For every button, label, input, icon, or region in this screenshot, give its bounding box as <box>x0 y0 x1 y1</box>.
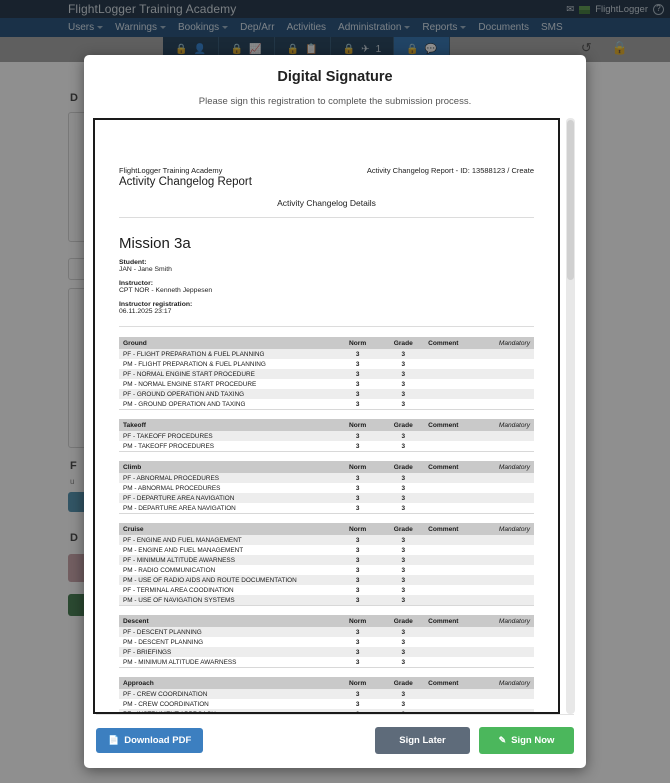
grading-section <box>119 615 534 668</box>
table-row <box>119 637 534 647</box>
row-mandatory <box>484 441 534 451</box>
row-grade: 3 <box>401 566 406 574</box>
row-norm: 3 <box>355 586 360 594</box>
row-item: PF - ENGINE AND FUEL MANAGEMENT <box>123 536 242 544</box>
row-comment <box>426 503 484 513</box>
row-mandatory <box>484 575 534 585</box>
row-mandatory <box>484 709 534 714</box>
field-value: 06.11.2025 23:17 <box>119 308 172 315</box>
table-row <box>119 595 534 605</box>
row-grade: 3 <box>401 370 406 378</box>
row-norm: 3 <box>355 350 360 358</box>
grading-table-header <box>119 677 534 689</box>
document-organization: FlightLogger Training Academy <box>119 166 223 175</box>
grading-table-header <box>119 523 534 535</box>
row-item: PF - BRIEFINGS <box>123 648 172 656</box>
row-norm: 3 <box>355 390 360 398</box>
row-comment <box>426 637 484 647</box>
row-grade: 3 <box>401 474 406 482</box>
row-item: PM - DESCENT PLANNING <box>123 638 204 646</box>
row-mandatory <box>484 369 534 379</box>
row-norm: 3 <box>355 658 360 666</box>
section-name: Descent <box>123 617 149 625</box>
sign-now-label: Sign Now <box>511 735 555 746</box>
row-norm: 3 <box>355 576 360 584</box>
table-row <box>119 493 534 503</box>
row-grade: 3 <box>401 628 406 636</box>
document-subheading: Activity Changelog Details <box>277 198 376 208</box>
table-row <box>119 359 534 369</box>
sign-later-button[interactable] <box>375 727 470 754</box>
row-item: PM - RADIO COMMUNICATION <box>123 566 216 574</box>
grading-table-header <box>119 615 534 627</box>
row-comment <box>426 565 484 575</box>
row-mandatory <box>484 595 534 605</box>
row-norm: 3 <box>355 546 360 554</box>
grading-table <box>119 523 534 605</box>
sign-now-button[interactable] <box>479 727 574 754</box>
table-row <box>119 627 534 637</box>
table-row <box>119 389 534 399</box>
row-comment <box>426 535 484 545</box>
grading-table <box>119 615 534 667</box>
grading-section <box>119 461 534 514</box>
row-item: PF - NORMAL ENGINE START PROCEDURE <box>123 370 255 378</box>
field-label: Instructor registration: <box>119 301 193 308</box>
row-grade: 3 <box>401 586 406 594</box>
row-grade: 3 <box>401 690 406 698</box>
row-mandatory <box>484 637 534 647</box>
table-row <box>119 585 534 595</box>
table-row <box>119 483 534 493</box>
field-student <box>119 259 534 273</box>
row-item: PM - NORMAL ENGINE START PROCEDURE <box>123 380 257 388</box>
row-norm: 3 <box>355 596 360 604</box>
grading-section <box>119 523 534 606</box>
table-row <box>119 399 534 409</box>
document-scrollbar[interactable] <box>566 118 575 714</box>
document-heading: Activity Changelog Report <box>119 176 252 188</box>
row-grade: 3 <box>401 556 406 564</box>
table-row <box>119 699 534 709</box>
row-grade: 3 <box>401 658 406 666</box>
row-mandatory <box>484 647 534 657</box>
column-header-norm: Norm <box>349 339 367 347</box>
row-item: PM - ENGINE AND FUEL MANAGEMENT <box>123 546 244 554</box>
column-header-norm: Norm <box>349 679 367 687</box>
table-row <box>119 369 534 379</box>
row-grade: 3 <box>401 536 406 544</box>
row-item: PF - CREW COORDINATION <box>123 690 208 698</box>
document-content <box>95 120 558 714</box>
table-row <box>119 565 534 575</box>
section-name: Cruise <box>123 525 144 533</box>
section-divider <box>119 667 534 668</box>
row-mandatory <box>484 565 534 575</box>
column-header-comment: Comment <box>428 617 459 625</box>
document-download-icon: 📄 <box>108 735 120 745</box>
row-item: PM - DEPARTURE AREA NAVIGATION <box>123 504 236 512</box>
row-item: PF - INSTRUMENT APPROACH <box>123 710 216 714</box>
section-divider <box>119 605 534 606</box>
column-header-comment: Comment <box>428 421 459 429</box>
row-mandatory <box>484 493 534 503</box>
row-comment <box>426 483 484 493</box>
row-grade: 3 <box>401 442 406 450</box>
row-mandatory <box>484 473 534 483</box>
row-item: PM - CREW COORDINATION <box>123 700 209 708</box>
column-header-grade: Grade <box>393 463 413 471</box>
column-header-norm: Norm <box>349 421 367 429</box>
row-grade: 3 <box>401 484 406 492</box>
field-label: Student: <box>119 259 147 266</box>
document-header <box>119 166 534 175</box>
column-header-grade: Grade <box>393 339 413 347</box>
row-norm: 3 <box>355 700 360 708</box>
row-comment <box>426 473 484 483</box>
row-mandatory <box>484 657 534 667</box>
row-norm: 3 <box>355 536 360 544</box>
row-norm: 3 <box>355 360 360 368</box>
mission-title: Mission 3a <box>119 235 191 252</box>
field-instructor-registration <box>119 301 534 315</box>
column-header-norm: Norm <box>349 525 367 533</box>
row-norm: 3 <box>355 484 360 492</box>
row-item: PM - GROUND OPERATION AND TAXING <box>123 400 246 408</box>
row-norm: 3 <box>355 370 360 378</box>
table-row <box>119 503 534 513</box>
section-divider <box>119 451 534 452</box>
row-mandatory <box>484 379 534 389</box>
row-norm: 3 <box>355 566 360 574</box>
row-mandatory <box>484 349 534 359</box>
table-row <box>119 545 534 555</box>
digital-signature-modal <box>84 55 586 768</box>
section-divider <box>119 409 534 410</box>
row-mandatory <box>484 431 534 441</box>
table-row <box>119 555 534 565</box>
row-grade: 3 <box>401 648 406 656</box>
table-row <box>119 575 534 585</box>
row-comment <box>426 585 484 595</box>
document-scrollbar-thumb[interactable] <box>567 120 574 280</box>
grading-sections <box>119 337 534 714</box>
row-norm: 3 <box>355 556 360 564</box>
column-header-mandatory: Mandatory <box>498 617 530 625</box>
row-grade: 3 <box>401 380 406 388</box>
row-comment <box>426 555 484 565</box>
row-norm: 3 <box>355 504 360 512</box>
field-value: CPT NOR - Kenneth Jeppesen <box>119 287 213 294</box>
row-item: PF - GROUND OPERATION AND TAXING <box>123 390 245 398</box>
section-name: Ground <box>123 339 147 347</box>
row-comment <box>426 493 484 503</box>
row-comment <box>426 399 484 409</box>
row-comment <box>426 709 484 714</box>
row-mandatory <box>484 699 534 709</box>
row-norm: 3 <box>355 474 360 482</box>
grading-section <box>119 419 534 452</box>
row-comment <box>426 657 484 667</box>
grading-table <box>119 337 534 409</box>
row-mandatory <box>484 555 534 565</box>
row-norm: 3 <box>355 494 360 502</box>
row-mandatory <box>484 389 534 399</box>
grading-table-header <box>119 419 534 431</box>
row-mandatory <box>484 503 534 513</box>
row-item: PF - FLIGHT PREPARATION & FUEL PLANNING <box>123 350 265 358</box>
modal-footer <box>96 714 574 768</box>
row-item: PF - TAKEOFF PROCEDURES <box>123 432 213 440</box>
row-norm: 3 <box>355 380 360 388</box>
row-norm: 3 <box>355 638 360 646</box>
row-norm: 3 <box>355 432 360 440</box>
row-mandatory <box>484 399 534 409</box>
grading-table <box>119 419 534 451</box>
section-name: Takeoff <box>123 421 146 429</box>
column-header-grade: Grade <box>393 617 413 625</box>
row-grade: 3 <box>401 390 406 398</box>
column-header-comment: Comment <box>428 679 459 687</box>
row-mandatory <box>484 359 534 369</box>
column-header-grade: Grade <box>393 421 413 429</box>
row-mandatory <box>484 689 534 699</box>
row-comment <box>426 647 484 657</box>
row-comment <box>426 359 484 369</box>
row-comment <box>426 699 484 709</box>
download-pdf-button[interactable] <box>96 728 203 753</box>
document-preview <box>93 118 560 714</box>
field-label: Instructor: <box>119 280 153 287</box>
table-row <box>119 657 534 667</box>
document-preview-wrapper <box>93 118 577 714</box>
document-divider <box>119 217 534 218</box>
table-row <box>119 349 534 359</box>
section-name: Approach <box>123 679 154 687</box>
row-comment <box>426 575 484 585</box>
row-comment <box>426 545 484 555</box>
row-grade: 3 <box>401 494 406 502</box>
field-value: JAN - Jane Smith <box>119 266 172 273</box>
row-grade: 3 <box>401 432 406 440</box>
table-row <box>119 647 534 657</box>
row-norm: 3 <box>355 690 360 698</box>
document-report-meta: Activity Changelog Report - ID: 13588123 / Create <box>366 166 534 175</box>
row-comment <box>426 689 484 699</box>
table-row <box>119 709 534 714</box>
grading-table <box>119 677 534 714</box>
table-row <box>119 535 534 545</box>
signature-pen-icon: ✎ <box>498 735 507 745</box>
row-item: PF - MINIMUM ALTITUDE AWARNESS <box>123 556 235 564</box>
column-header-mandatory: Mandatory <box>498 421 530 429</box>
row-comment <box>426 379 484 389</box>
table-row <box>119 431 534 441</box>
row-item: PM - FLIGHT PREPARATION & FUEL PLANNING <box>123 360 266 368</box>
section-name: Climb <box>123 463 142 471</box>
row-item: PM - USE OF NAVIGATION SYSTEMS <box>123 596 235 604</box>
download-pdf-label: Download PDF <box>124 735 192 746</box>
row-grade: 3 <box>401 504 406 512</box>
grading-table <box>119 461 534 513</box>
column-header-grade: Grade <box>393 525 413 533</box>
grading-section <box>119 677 534 714</box>
column-header-mandatory: Mandatory <box>498 525 530 533</box>
row-grade: 3 <box>401 400 406 408</box>
row-item: PM - TAKEOFF PROCEDURES <box>123 442 215 450</box>
column-header-grade: Grade <box>393 679 413 687</box>
column-header-norm: Norm <box>349 463 367 471</box>
row-item: PF - ABNORMAL PROCEDURES <box>123 474 219 482</box>
section-divider <box>119 513 534 514</box>
row-mandatory <box>484 627 534 637</box>
row-grade: 3 <box>401 576 406 584</box>
modal-subtitle: Please sign this registration to complete the submission process. <box>198 96 472 107</box>
row-mandatory <box>484 535 534 545</box>
row-grade: 3 <box>401 596 406 604</box>
table-row <box>119 379 534 389</box>
row-norm: 3 <box>355 400 360 408</box>
field-instructor <box>119 280 534 294</box>
row-grade: 3 <box>401 710 406 714</box>
row-mandatory <box>484 483 534 493</box>
row-grade: 3 <box>401 638 406 646</box>
grading-section <box>119 337 534 410</box>
column-header-comment: Comment <box>428 339 459 347</box>
row-comment <box>426 389 484 399</box>
table-row <box>119 473 534 483</box>
sign-later-label: Sign Later <box>399 735 446 746</box>
column-header-mandatory: Mandatory <box>498 463 530 471</box>
grading-table-header <box>119 461 534 473</box>
document-divider-2 <box>119 326 534 327</box>
row-norm: 3 <box>355 628 360 636</box>
row-norm: 3 <box>355 648 360 656</box>
row-item: PM - MINIMUM ALTITUDE AWARNESS <box>123 658 237 666</box>
row-item: PF - DESCENT PLANNING <box>123 628 202 636</box>
modal-title: Digital Signature <box>277 69 393 85</box>
row-item: PM - USE OF RADIO AIDS AND ROUTE DOCUMENTATION <box>123 576 297 584</box>
grading-table-header <box>119 337 534 349</box>
row-item: PF - DEPARTURE AREA NAVIGATION <box>123 494 235 502</box>
column-header-comment: Comment <box>428 463 459 471</box>
row-grade: 3 <box>401 360 406 368</box>
row-comment <box>426 441 484 451</box>
row-grade: 3 <box>401 546 406 554</box>
row-norm: 3 <box>355 710 360 714</box>
row-comment <box>426 627 484 637</box>
column-header-mandatory: Mandatory <box>498 339 530 347</box>
row-grade: 3 <box>401 700 406 708</box>
row-item: PF - TERMINAL AREA COODINATION <box>123 586 234 594</box>
row-grade: 3 <box>401 350 406 358</box>
table-row <box>119 441 534 451</box>
column-header-comment: Comment <box>428 525 459 533</box>
row-comment <box>426 349 484 359</box>
column-header-norm: Norm <box>349 617 367 625</box>
row-mandatory <box>484 585 534 595</box>
row-comment <box>426 369 484 379</box>
row-comment <box>426 431 484 441</box>
row-item: PM - ABNORMAL PROCEDURES <box>123 484 221 492</box>
row-norm: 3 <box>355 442 360 450</box>
table-row <box>119 689 534 699</box>
row-mandatory <box>484 545 534 555</box>
row-comment <box>426 595 484 605</box>
column-header-mandatory: Mandatory <box>498 679 530 687</box>
